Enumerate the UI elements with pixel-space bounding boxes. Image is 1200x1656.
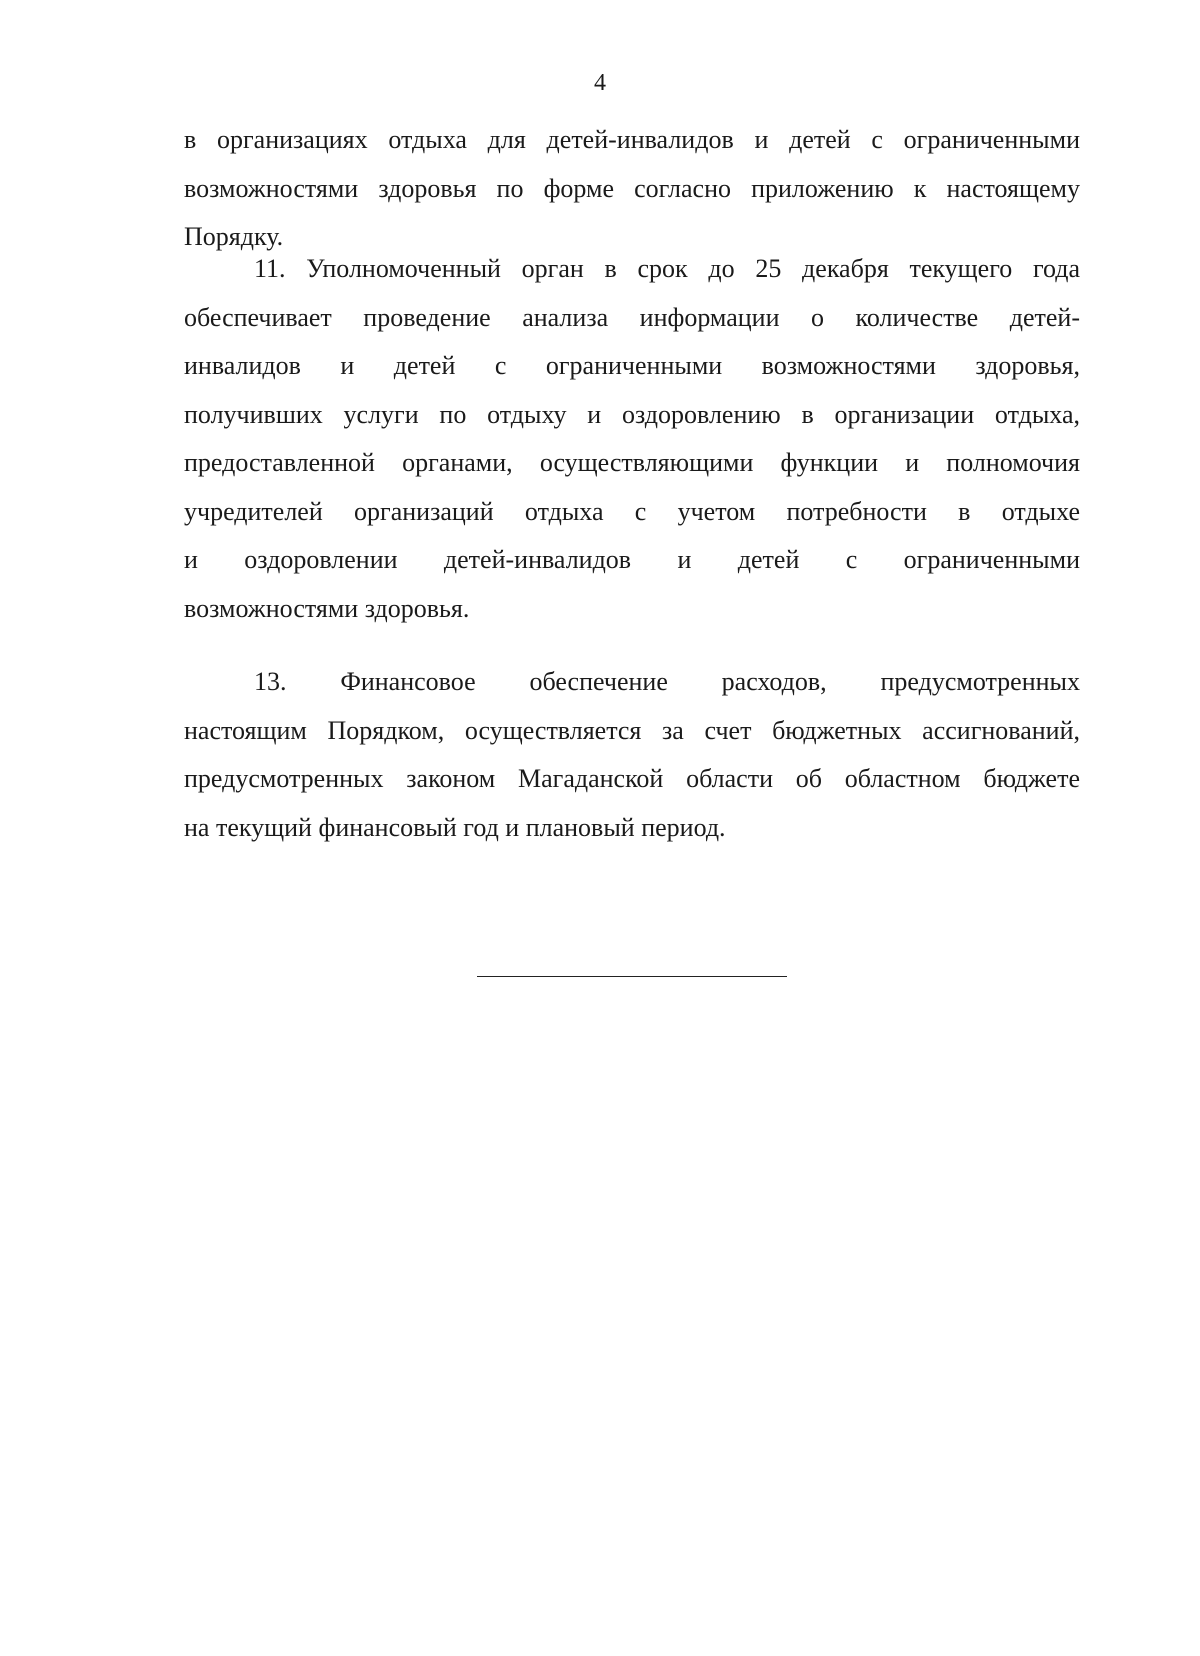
paragraph-line: инвалидов и детей с ограниченными возможностями здоровья, bbox=[184, 351, 1080, 380]
paragraph-continuation bbox=[184, 116, 1080, 262]
paragraph-line: на текущий финансовый год и плановый период. bbox=[184, 812, 726, 842]
page-number: 4 bbox=[594, 70, 606, 96]
paragraph-item-11 bbox=[184, 245, 1080, 633]
paragraph-line: и оздоровлении детей-инвалидов и детей с ограниченными bbox=[184, 545, 1080, 574]
end-divider-line bbox=[477, 976, 787, 977]
paragraph-line: настоящим Порядком, осуществляется за счет бюджетных ассигнований, bbox=[184, 715, 1080, 745]
paragraph-line: возможностями здоровья по форме согласно приложению к настоящему bbox=[184, 173, 1080, 203]
paragraph-line: получивших услуги по отдыху и оздоровлению в организации отдыха, bbox=[184, 399, 1080, 429]
paragraph-line: 11. Уполномоченный орган в срок до 25 декабря текущего года bbox=[254, 254, 1080, 283]
paragraph-line: возможностями здоровья. bbox=[184, 593, 470, 623]
paragraph-line: в организациях отдыха для детей-инвалидов и детей с ограниченными bbox=[184, 125, 1080, 154]
paragraph-line: предоставленной органами, осуществляющими функции и полномочия bbox=[184, 448, 1080, 477]
paragraph-line: Порядку. bbox=[184, 222, 284, 251]
paragraph-line: учредителей организаций отдыха с учетом потребности в отдыхе bbox=[184, 496, 1080, 526]
paragraph-line: 13. Финансовое обеспечение расходов, предусмотренных bbox=[254, 667, 1080, 696]
paragraph-item-13 bbox=[184, 658, 1080, 852]
paragraph-line: обеспечивает проведение анализа информации о количестве детей- bbox=[184, 302, 1080, 332]
paragraph-line: предусмотренных законом Магаданской области об областном бюджете bbox=[184, 764, 1080, 793]
